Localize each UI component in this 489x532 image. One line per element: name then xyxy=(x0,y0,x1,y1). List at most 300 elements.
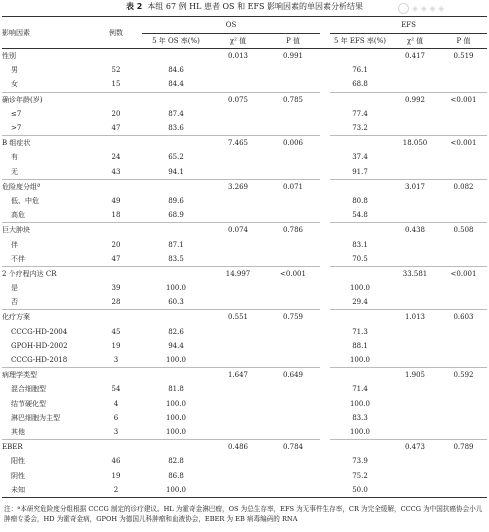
cell-os-chi: 0.551 xyxy=(210,310,266,325)
cell-cases: 47 xyxy=(111,254,121,263)
cell-efs-rate: 76.1 xyxy=(352,66,368,75)
row-label: 危险度分组ª xyxy=(2,179,102,194)
table-row-factor xyxy=(2,368,487,383)
cell-os-rate: 94.4 xyxy=(168,341,184,350)
cell-os-chi xyxy=(210,63,266,77)
table-row xyxy=(2,208,487,223)
cell-spacer xyxy=(130,49,142,64)
cell-gap xyxy=(320,425,330,440)
cell-efs-p: 0.592 xyxy=(440,368,487,383)
row-label: 无 xyxy=(11,167,18,176)
cell-spacer xyxy=(130,382,142,396)
cell-efs-p xyxy=(440,454,487,468)
table-row xyxy=(2,77,487,92)
cell-efs-rate: 88.1 xyxy=(352,341,368,350)
cell-cases: 49 xyxy=(111,196,121,205)
row-label: 未知 xyxy=(2,483,102,498)
cell-spacer xyxy=(130,483,142,498)
cell-efs-chi xyxy=(390,150,440,164)
table-row xyxy=(2,194,487,208)
cell-efs-rate: 100.0 xyxy=(349,399,371,408)
table-row-factor xyxy=(2,136,487,151)
cell-cases xyxy=(102,310,130,325)
cell-efs-rate xyxy=(330,223,390,238)
cell-os-rate: 100.0 xyxy=(165,399,187,408)
cell-os-p xyxy=(266,237,320,251)
cell-cases xyxy=(102,49,130,64)
cell-os-rate: 84.6 xyxy=(168,66,184,75)
cell-spacer xyxy=(130,454,142,468)
cell-efs-rate: 75.2 xyxy=(352,471,368,480)
cell-os-p xyxy=(266,165,320,180)
row-label: 否 xyxy=(11,298,18,307)
cell-spacer xyxy=(130,92,142,107)
cell-os-chi xyxy=(210,77,266,92)
cell-efs-rate: 29.4 xyxy=(352,298,368,307)
cell-os-p: 0.786 xyxy=(266,223,320,238)
cell-os-p: 0.006 xyxy=(266,136,320,151)
table-row xyxy=(2,281,487,295)
cell-os-p xyxy=(266,252,320,267)
cell-os-chi xyxy=(210,295,266,310)
cell-os-rate xyxy=(142,92,210,107)
table-row xyxy=(2,325,487,339)
cell-spacer xyxy=(130,77,142,92)
cell-os-chi xyxy=(210,353,266,368)
header-gap xyxy=(320,34,330,49)
header-efs-chi: χ² 值 xyxy=(390,34,440,49)
cell-spacer xyxy=(130,339,142,353)
cell-os-rate: 68.9 xyxy=(168,211,184,220)
cell-efs-p xyxy=(440,411,487,425)
row-label: >7 xyxy=(11,124,22,133)
cell-os-chi xyxy=(210,411,266,425)
header-os-p: P 值 xyxy=(266,34,320,49)
cell-efs-chi xyxy=(390,411,440,425)
cell-cases: 54 xyxy=(111,385,121,394)
cell-os-p xyxy=(266,208,320,223)
cell-gap xyxy=(320,397,330,411)
watermark-mark: ◈ ◈ ◈ ◈ xyxy=(412,3,445,13)
row-label: 巨大肿块 xyxy=(2,223,102,238)
cell-spacer xyxy=(130,281,142,295)
cell-os-rate: 100.0 xyxy=(165,413,187,422)
row-label: 混合细胞型 xyxy=(11,385,46,394)
table-row xyxy=(2,121,487,136)
row-label: 病理学类型 xyxy=(2,368,102,383)
cell-efs-p xyxy=(440,63,487,77)
row-label: 结节硬化型 xyxy=(11,399,46,408)
cell-spacer xyxy=(130,440,142,455)
cell-os-p xyxy=(266,63,320,77)
cell-os-p: 0.991 xyxy=(266,49,320,64)
cell-os-chi: 0.486 xyxy=(210,440,266,455)
table-footnote: 注：ª本研究危险度分组根据 CCCG 制定的诊疗建议。HL 为霍奇金淋巴瘤，OS 为总生存率，EFS 为无事件生存率，CR 为完全缓解，CCCG 为中国抗癌协会小儿肿瘤专委会，HD 为霍奇金病，GPOH 为德国儿科肿瘤和血液协会，EBER 为 EB 病毒编码的 RNA xyxy=(4,505,483,523)
cell-cases xyxy=(102,179,130,194)
row-label: 阳性 xyxy=(11,457,25,466)
watermark-emblem-icon xyxy=(398,3,409,14)
table-row xyxy=(2,107,487,121)
row-label: 2 个疗程内达 CR xyxy=(2,266,102,281)
cell-efs-rate xyxy=(330,136,390,151)
cell-os-p xyxy=(266,454,320,468)
row-label: 确诊年龄(岁) xyxy=(2,92,102,107)
cell-efs-chi xyxy=(390,382,440,396)
table-row-factor xyxy=(2,49,487,64)
header-efs-p: P 值 xyxy=(440,34,487,49)
cell-efs-rate: 73.2 xyxy=(352,124,368,133)
row-label: 其他 xyxy=(11,427,25,436)
cell-os-chi: 3.269 xyxy=(210,179,266,194)
cell-efs-p xyxy=(440,121,487,136)
cell-gap xyxy=(320,339,330,353)
row-label: 女 xyxy=(11,80,18,89)
cell-spacer xyxy=(130,397,142,411)
cell-efs-chi xyxy=(390,237,440,251)
cell-gap xyxy=(320,150,330,164)
header-factor: 影响因素 xyxy=(2,17,102,49)
row-label: 低、中危 xyxy=(11,196,39,205)
cell-spacer xyxy=(130,237,142,251)
table-row xyxy=(2,382,487,396)
cell-efs-p xyxy=(440,77,487,92)
cell-os-p: 0.759 xyxy=(266,310,320,325)
cell-os-chi: 1.647 xyxy=(210,368,266,383)
cell-efs-chi xyxy=(390,454,440,468)
cell-os-rate: 60.3 xyxy=(168,298,184,307)
cell-efs-rate: 70.5 xyxy=(352,254,368,263)
row-label: CCCG-HD-2018 xyxy=(11,356,68,365)
header-efs-group: EFS xyxy=(330,17,487,34)
table-row-factor xyxy=(2,223,487,238)
row-label: 高危 xyxy=(11,211,25,220)
cell-os-p xyxy=(266,483,320,498)
cell-os-chi xyxy=(210,281,266,295)
cell-os-chi xyxy=(210,194,266,208)
cell-spacer xyxy=(130,252,142,267)
cell-os-chi xyxy=(210,165,266,180)
row-label: 不伴 xyxy=(11,254,25,263)
cell-os-rate: 87.1 xyxy=(168,240,184,249)
cell-os-p xyxy=(266,397,320,411)
cell-os-rate: 83.5 xyxy=(168,254,184,263)
cell-gap xyxy=(320,368,330,383)
cell-spacer xyxy=(130,468,142,482)
cell-gap xyxy=(320,223,330,238)
table-row xyxy=(2,468,487,482)
cell-efs-p xyxy=(440,295,487,310)
cell-efs-chi: 0.417 xyxy=(390,49,440,64)
cell-efs-chi xyxy=(390,339,440,353)
cell-efs-p xyxy=(440,353,487,368)
cell-efs-rate xyxy=(330,266,390,281)
table-row-factor xyxy=(2,440,487,455)
cell-os-chi: 14.997 xyxy=(210,266,266,281)
cell-os-rate xyxy=(142,223,210,238)
cell-os-rate: 89.6 xyxy=(168,196,184,205)
cell-efs-p: 0.519 xyxy=(440,49,487,64)
cell-efs-rate: 100.0 xyxy=(349,427,371,436)
row-label: 阴性 xyxy=(11,471,25,480)
cell-efs-p: 0.082 xyxy=(440,179,487,194)
cell-spacer xyxy=(130,208,142,223)
cell-spacer xyxy=(130,150,142,164)
table-row xyxy=(2,454,487,468)
cell-spacer xyxy=(130,411,142,425)
cell-os-rate xyxy=(142,49,210,64)
cell-os-rate: 87.4 xyxy=(168,109,184,118)
cell-os-chi xyxy=(210,397,266,411)
cell-gap xyxy=(320,252,330,267)
cell-gap xyxy=(320,121,330,136)
cell-os-p xyxy=(266,107,320,121)
cell-efs-rate xyxy=(330,310,390,325)
cell-spacer xyxy=(130,295,142,310)
cell-efs-p xyxy=(440,208,487,223)
cell-os-p: 0.649 xyxy=(266,368,320,383)
cell-efs-p xyxy=(440,425,487,440)
cell-os-rate: 81.8 xyxy=(168,385,184,394)
table-caption: 本组 67 例 HL 患者 OS 和 EFS 影响因素的单因素分析结果 xyxy=(147,2,364,11)
table-body xyxy=(2,49,487,498)
table-row xyxy=(2,150,487,164)
cell-spacer xyxy=(130,107,142,121)
cell-spacer xyxy=(130,368,142,383)
cell-efs-chi xyxy=(390,295,440,310)
cell-spacer xyxy=(130,223,142,238)
cell-gap xyxy=(320,77,330,92)
row-label: 男 xyxy=(11,66,18,75)
cell-cases: 24 xyxy=(111,153,121,162)
cell-cases: 46 xyxy=(111,457,121,466)
row-label: GPOH-HD-2002 xyxy=(11,341,68,350)
cell-os-rate: 84.4 xyxy=(168,80,184,89)
cell-os-p xyxy=(266,281,320,295)
row-label: ≤7 xyxy=(11,109,22,118)
cell-gap xyxy=(320,454,330,468)
row-label: CCCG-HD-2004 xyxy=(11,327,68,336)
cell-cases: 28 xyxy=(111,298,121,307)
cell-efs-chi xyxy=(390,353,440,368)
cell-os-chi: 0.074 xyxy=(210,223,266,238)
cell-cases: 52 xyxy=(111,66,121,75)
cell-efs-chi xyxy=(390,468,440,482)
cell-efs-chi xyxy=(390,252,440,267)
cell-cases xyxy=(102,368,130,383)
cell-os-p xyxy=(266,77,320,92)
cell-gap xyxy=(320,107,330,121)
cell-os-chi xyxy=(210,339,266,353)
cell-efs-p: <0.001 xyxy=(440,136,487,151)
cell-efs-chi: 0.473 xyxy=(390,440,440,455)
table-row xyxy=(2,353,487,368)
cell-os-chi xyxy=(210,121,266,136)
cell-os-rate: 86.8 xyxy=(168,471,184,480)
journal-watermark-logo xyxy=(398,2,480,14)
cell-spacer xyxy=(130,179,142,194)
cell-spacer xyxy=(130,353,142,368)
cell-efs-p xyxy=(440,483,487,498)
cell-efs-chi: 33.581 xyxy=(390,266,440,281)
cell-efs-chi xyxy=(390,107,440,121)
cell-efs-chi: 1.013 xyxy=(390,310,440,325)
cell-os-chi xyxy=(210,107,266,121)
header-os-group: OS xyxy=(142,17,320,34)
cell-gap xyxy=(320,63,330,77)
cell-os-rate: 100.0 xyxy=(165,284,187,293)
cell-efs-p xyxy=(440,252,487,267)
cell-efs-chi xyxy=(390,63,440,77)
cell-efs-chi xyxy=(390,483,440,498)
cell-os-chi xyxy=(210,382,266,396)
header-cases: 例数 xyxy=(102,17,130,49)
cell-cases: 4 xyxy=(113,399,119,408)
row-label: 性别 xyxy=(2,49,102,64)
cell-os-rate xyxy=(142,136,210,151)
cell-gap xyxy=(320,208,330,223)
header-row-group xyxy=(2,17,487,34)
cell-os-p xyxy=(266,382,320,396)
cell-gap xyxy=(320,266,330,281)
cell-cases: 47 xyxy=(111,124,121,133)
cell-os-p xyxy=(266,150,320,164)
cell-efs-chi xyxy=(390,77,440,92)
cell-spacer xyxy=(130,194,142,208)
cell-efs-p xyxy=(440,325,487,339)
cell-efs-chi: 1.905 xyxy=(390,368,440,383)
cell-spacer xyxy=(130,165,142,180)
cell-cases: 3 xyxy=(113,356,119,365)
table-row xyxy=(2,411,487,425)
cell-cases xyxy=(102,136,130,151)
cell-efs-rate: 54.8 xyxy=(352,211,368,220)
cell-efs-rate: 100.0 xyxy=(349,284,371,293)
cell-gap xyxy=(320,165,330,180)
table-row xyxy=(2,252,487,267)
row-label: EBER xyxy=(2,440,102,455)
cell-efs-rate xyxy=(330,179,390,194)
cell-os-rate: 100.0 xyxy=(165,427,187,436)
cell-os-rate: 65.2 xyxy=(168,153,184,162)
cell-spacer xyxy=(130,63,142,77)
cell-os-p: 0.071 xyxy=(266,179,320,194)
cell-os-chi xyxy=(210,454,266,468)
cell-efs-rate xyxy=(330,92,390,107)
cell-cases xyxy=(102,223,130,238)
cell-efs-rate: 68.8 xyxy=(352,80,368,89)
cell-cases: 19 xyxy=(111,471,121,480)
cell-efs-rate: 71.4 xyxy=(352,385,368,394)
cell-os-rate xyxy=(142,310,210,325)
cell-efs-rate: 71.3 xyxy=(352,327,368,336)
cell-cases: 6 xyxy=(113,413,119,422)
cell-os-chi xyxy=(210,483,266,498)
table-row xyxy=(2,397,487,411)
cell-os-p: 0.784 xyxy=(266,440,320,455)
table-row xyxy=(2,237,487,251)
cell-os-chi: 0.013 xyxy=(210,49,266,64)
table-row xyxy=(2,165,487,180)
cell-os-chi xyxy=(210,208,266,223)
cell-cases: 39 xyxy=(111,284,121,293)
cell-cases xyxy=(102,92,130,107)
cell-efs-chi xyxy=(390,121,440,136)
cell-os-chi xyxy=(210,468,266,482)
cell-os-chi: 7.465 xyxy=(210,136,266,151)
cell-cases: 45 xyxy=(111,327,121,336)
cell-efs-rate xyxy=(330,49,390,64)
cell-efs-p: <0.001 xyxy=(440,92,487,107)
cell-efs-rate: 77.4 xyxy=(352,109,368,118)
cell-efs-rate: 91.7 xyxy=(352,167,368,176)
header-os-rate: 5 年 OS 率(%) xyxy=(142,34,210,49)
cell-os-rate: 82.6 xyxy=(168,327,184,336)
header-spacer xyxy=(130,17,142,49)
cell-efs-p xyxy=(440,397,487,411)
cell-gap xyxy=(320,483,330,498)
cell-os-p xyxy=(266,339,320,353)
cell-os-p xyxy=(266,353,320,368)
cell-os-rate: 100.0 xyxy=(142,483,210,498)
cell-os-p xyxy=(266,411,320,425)
cell-spacer xyxy=(130,136,142,151)
cell-efs-rate: 100.0 xyxy=(349,356,371,365)
header-os-chi: χ² 值 xyxy=(210,34,266,49)
cell-efs-p xyxy=(440,194,487,208)
cell-efs-chi xyxy=(390,425,440,440)
header-gap xyxy=(320,17,330,34)
cell-gap xyxy=(320,382,330,396)
cell-cases: 20 xyxy=(111,240,121,249)
table-row-factor xyxy=(2,266,487,281)
row-label: B 组症状 xyxy=(2,136,102,151)
cell-os-rate: 100.0 xyxy=(165,356,187,365)
cell-efs-p xyxy=(440,150,487,164)
cell-spacer xyxy=(130,266,142,281)
cell-gap xyxy=(320,237,330,251)
cell-efs-rate: 83.3 xyxy=(352,413,368,422)
cell-efs-p xyxy=(440,165,487,180)
header-efs-rate: 5 年 EFS 率(%) xyxy=(330,34,390,49)
cell-os-rate xyxy=(142,179,210,194)
row-label: 有 xyxy=(11,153,18,162)
cell-os-rate: 83.6 xyxy=(168,124,184,133)
cell-spacer xyxy=(130,310,142,325)
cell-efs-p: <0.001 xyxy=(440,266,487,281)
cell-os-p xyxy=(266,194,320,208)
cell-cases: 18 xyxy=(111,211,121,220)
cell-gap xyxy=(320,49,330,64)
cell-efs-chi xyxy=(390,194,440,208)
table-number: 表 2 xyxy=(125,2,143,11)
cell-os-chi xyxy=(210,150,266,164)
cell-gap xyxy=(320,411,330,425)
cell-efs-p: 0.789 xyxy=(440,440,487,455)
cell-os-rate xyxy=(142,368,210,383)
cell-efs-rate: 83.1 xyxy=(352,240,368,249)
cell-os-chi: 0.075 xyxy=(210,92,266,107)
cell-os-p xyxy=(266,325,320,339)
cell-cases: 15 xyxy=(111,80,121,89)
row-label: 是 xyxy=(11,284,18,293)
cell-spacer xyxy=(130,425,142,440)
cell-efs-rate: 37.4 xyxy=(352,153,368,162)
cell-os-p xyxy=(266,468,320,482)
cell-cases xyxy=(102,440,130,455)
cell-efs-p: 0.603 xyxy=(440,310,487,325)
cell-cases xyxy=(102,266,130,281)
cell-gap xyxy=(320,281,330,295)
